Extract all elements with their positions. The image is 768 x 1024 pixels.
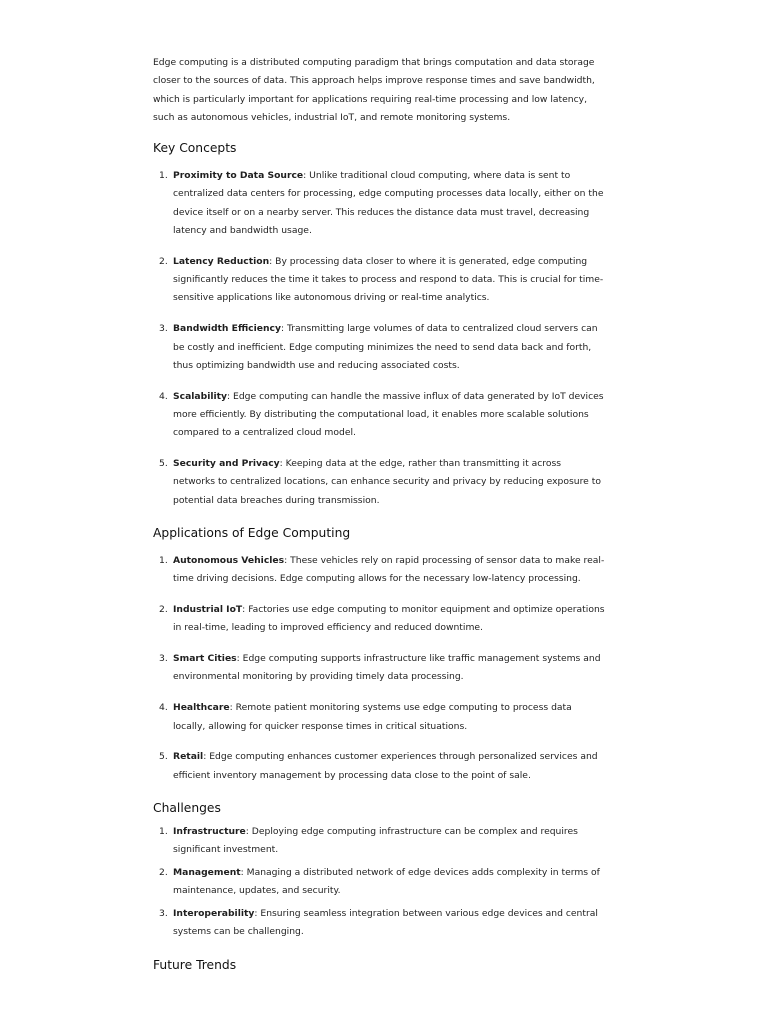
item-text: : Factories use edge computing to monitor equipment and optimize operations in real-time, leading to improved efficiency and reduced downtime. — [173, 604, 605, 634]
item-number: 3. — [159, 908, 168, 920]
list-item — [153, 823, 605, 860]
item-text: : Edge computing enhances customer experiences through personalized services and efficient inventory management by processing data close to the point of sale. — [173, 751, 598, 781]
item-text: : By processing data closer to where it is generated, edge computing significantly reduces the time it takes to process and respond to data. This is crucial for time-sensitive applications like autonomous driving or real-time analytics. — [173, 255, 604, 304]
item-term: Latency Reduction — [173, 255, 270, 267]
item-term: Healthcare — [173, 702, 230, 714]
item-number: 2. — [159, 867, 168, 878]
item-term: Retail — [173, 751, 204, 763]
list-item — [153, 699, 605, 736]
article-body — [153, 54, 605, 974]
item-number: 2. — [159, 255, 168, 267]
item-number: 3. — [159, 323, 168, 335]
item-number: 4. — [159, 702, 168, 714]
item-term: Smart Cities — [173, 653, 237, 665]
item-number: 5. — [159, 458, 168, 470]
item-term: Scalability — [173, 390, 228, 402]
item-number: 5. — [159, 751, 168, 763]
key-concepts-heading: Key Concepts — [153, 141, 237, 156]
future-trends-heading: Future Trends — [153, 957, 237, 972]
key-concepts-list — [153, 167, 605, 510]
item-term: Security and Privacy — [173, 458, 280, 470]
list-item — [153, 601, 605, 638]
item-text: : Managing a distributed network of edge devices adds complexity in terms of maintenance, updates, and security. — [173, 867, 600, 897]
item-text: : Deploying edge computing infrastructure can be complex and requires significant investment. — [173, 825, 578, 856]
item-text: : Keeping data at the edge, rather than transmitting it across networks to centralized locations, can enhance security and privacy by reducing exposure to potential data breaches during transmission. — [173, 458, 601, 506]
item-term: Interoperability — [173, 908, 255, 920]
applications-heading: Applications of Edge Computing — [153, 525, 351, 540]
list-item — [153, 167, 605, 240]
list-item — [153, 388, 605, 443]
item-number: 3. — [159, 653, 168, 665]
item-text: : These vehicles rely on rapid processing of sensor data to make real-time driving decisions. Edge computing allows for the necessary low-latency processing. — [173, 554, 605, 585]
item-number: 1. — [159, 554, 168, 566]
item-text: : Transmitting large volumes of data to centralized cloud servers can be costly and inefficient. Edge computing minimizes the need to send data back and forth, thus optimizing bandwidth use and reducing associated costs. — [173, 323, 598, 371]
intro-paragraph: Edge computing is a distributed computing paradigm that brings computation and data storage closer to the sources of data. This approach helps improve response times and save bandwidth, which is particularly important for applications requiring real-time processing and low latency, such as autonomous vehicles, industrial IoT, and remote monitoring systems. — [153, 57, 595, 123]
item-number: 4. — [159, 390, 168, 402]
item-text: : Unlike traditional cloud computing, where data is sent to centralized data centers for processing, edge computing processes data locally, either on the device itself or on a nearby server. This reduces the distance data must travel, decreasing latency and bandwidth usage. — [173, 170, 604, 237]
item-text: : Remote patient monitoring systems use edge computing to process data locally, allowing for quicker response times in critical situations. — [173, 702, 572, 732]
list-item — [153, 905, 605, 942]
challenges-list — [153, 823, 605, 942]
item-term: Industrial IoT — [173, 604, 243, 616]
item-term: Management — [173, 867, 241, 878]
item-number: 1. — [159, 170, 168, 182]
list-item — [153, 253, 605, 308]
item-text: : Edge computing supports infrastructure like traffic management systems and environmental monitoring by providing timely data processing. — [173, 653, 601, 683]
item-text: : Ensuring seamless integration between various edge devices and central systems can be challenging. — [173, 908, 598, 938]
item-term: Bandwidth Efficiency — [173, 323, 281, 335]
item-term: Proximity to Data Source — [173, 170, 304, 182]
item-text: : Edge computing can handle the massive influx of data generated by IoT devices more efficiently. By distributing the computational load, it enables more scalable solutions compared to a centralized cloud model. — [173, 390, 604, 439]
list-item — [153, 864, 605, 901]
challenges-heading: Challenges — [153, 800, 221, 815]
list-item — [153, 748, 605, 785]
item-number: 1. — [159, 825, 168, 837]
item-term: Autonomous Vehicles — [173, 554, 285, 566]
item-number: 2. — [159, 604, 168, 616]
list-item — [153, 552, 605, 589]
list-item — [153, 455, 605, 510]
applications-list — [153, 552, 605, 785]
list-item — [153, 320, 605, 375]
list-item — [153, 650, 605, 687]
item-term: Infrastructure — [173, 825, 246, 837]
